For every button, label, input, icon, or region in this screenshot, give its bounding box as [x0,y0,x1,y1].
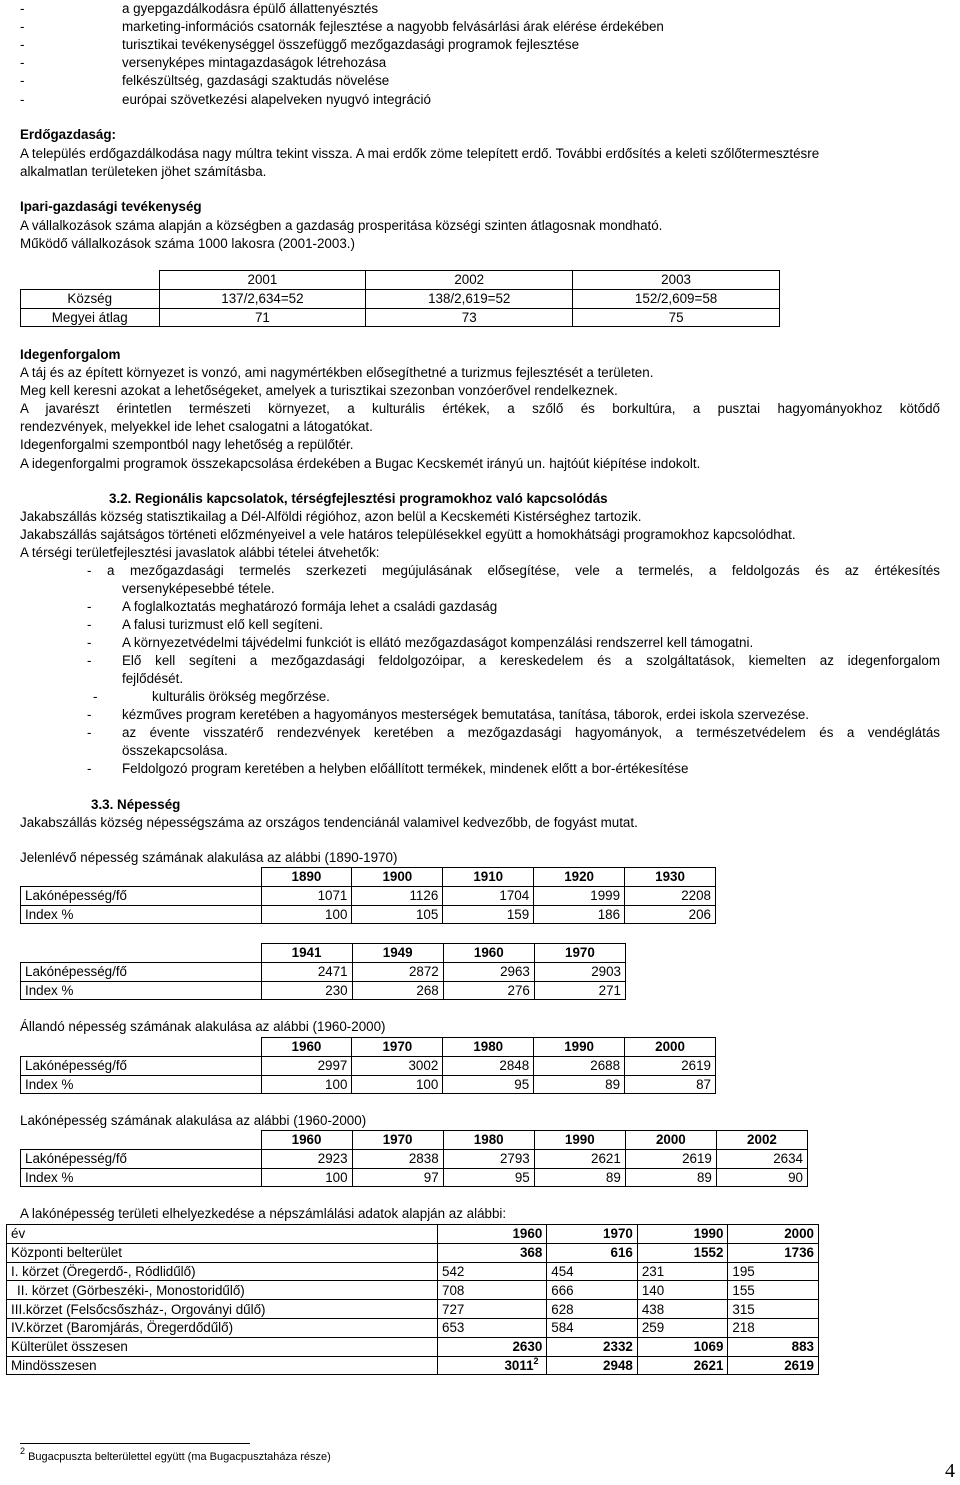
table-header: 2000 [728,1225,819,1244]
table-cell: 152/2,609=58 [573,289,780,308]
table-cell: 2630 [438,1337,547,1356]
table-row [7,1356,819,1375]
table-cell: 100 [261,1075,352,1094]
table-cell: 368 [438,1243,547,1262]
table-cell: Lakónépesség/fő [21,1149,262,1168]
table-cell: 628 [547,1300,638,1319]
tourism-text: A javarészt érintetlen természeti környezet, a kulturális értékek, a szőlő és borkultúra, a pusztai hagyományokhoz kötődő [20,401,940,416]
table-row [7,1262,819,1281]
present-population-title: Jelenlévő népesség számának alakulása az alábbi (1890-1970) [20,850,398,865]
list-item: felkészültség, gazdasági szaktudás növelése [122,73,390,88]
table-cell: Mindösszesen [7,1356,438,1375]
table-cell: 87 [625,1075,716,1094]
table-cell: 206 [625,905,716,924]
table-cell: 3002 [352,1056,443,1075]
industry-text-2: Működő vállalkozások száma 1000 lakosra (2001-2003.) [20,236,355,251]
table-cell: 2621 [637,1356,728,1375]
table-cell: 2621 [534,1149,625,1168]
table-header: 2001 [159,271,366,290]
table-cell: 1552 [637,1243,728,1262]
table-row [7,1281,819,1300]
table-cell: 231 [637,1262,728,1281]
table-cell: 883 [728,1337,819,1356]
table-cell [21,868,262,887]
list-item-text: Feldolgozó program keretében a helyben előállított termékek, mindenek előtt a bor-értékesítése [122,761,689,776]
table-cell: 1704 [443,886,534,905]
table-cell: 438 [637,1300,728,1319]
table-header: 1920 [534,868,625,887]
table-row [7,1243,819,1262]
list-dash: - [87,707,92,722]
list-dash: - [87,563,107,578]
table-cell [21,944,262,963]
table-header: 1910 [443,868,534,887]
list-dash: - [93,689,98,704]
regional-text: A térségi területfejlesztési javaslatok alábbi tételei átvehetők: [20,545,380,560]
table-row [21,1131,808,1150]
table-cell: 137/2,634=52 [159,289,366,308]
population-heading: 3.3. Népesség [91,797,181,812]
table-cell: 2332 [547,1337,638,1356]
table-cell: II. körzet (Görbeszéki-, Monostoridűlő) [7,1281,438,1300]
table-header: 1949 [352,944,443,963]
list-item-text: kézműves program keretében a hagyományos mesterségek bemutatása, tanítása, táborok, erdei iskola szervezése. [122,707,809,722]
table-cell: 315 [728,1300,819,1319]
table-row [21,886,716,905]
table-cell: 2688 [534,1056,625,1075]
table-cell: Központi belterület [7,1243,438,1262]
table-row [21,1168,808,1187]
table-cell: 195 [728,1262,819,1281]
footnote-mark: 2 [20,1446,26,1457]
regional-text: Jakabszállás sajátságos történeti előzményeivel a vele határos településekkel együtt a homokhátsági programokhoz kapcsolódhat. [20,527,796,542]
business-table [20,270,780,327]
table-cell: 75 [573,308,780,327]
table-row [21,868,716,887]
table-row [7,1318,819,1337]
table-cell: 230 [261,981,352,1000]
table-row [21,271,780,290]
table-cell: 2997 [261,1056,352,1075]
table-cell: 2619 [728,1356,819,1375]
table-cell: 2471 [261,962,352,981]
regional-heading: 3.2. Regionális kapcsolatok, térségfejlesztési programokhoz való kapcsolódás [109,491,608,506]
table-cell: 2619 [625,1056,716,1075]
table-header: 2002 [716,1131,807,1150]
present-population-table-1 [20,867,716,924]
cell-value: 3011 [504,1357,534,1373]
table-cell: 140 [637,1281,728,1300]
table-header: 1960 [261,1131,352,1150]
table-cell: 2903 [534,962,625,981]
table-header: 1980 [443,1131,534,1150]
table-header: 1980 [443,1038,534,1057]
tourism-text: Meg kell keresni azokat a lehetőségeket, amelyek a turisztikai szezonban vonzóerővel rendelkeznek. [20,383,618,398]
table-cell: 2948 [547,1356,638,1375]
table-cell: 2619 [625,1149,716,1168]
tourism-heading: Idegenforgalom [20,347,121,362]
table-cell: 584 [547,1318,638,1337]
table-cell: Külterület összesen [7,1337,438,1356]
resident-population-title: Lakónépesség számának alakulása az alábbi (1960-2000) [20,1113,367,1128]
table-cell [21,271,160,290]
table-header: 1960 [443,944,534,963]
table-cell: III.körzet (Felsőcsőszház-, Orgoványi dűlő) [7,1300,438,1319]
table-cell: 727 [438,1300,547,1319]
list-dash: - [87,653,92,668]
table-cell: 2872 [352,962,443,981]
table-cell: 1071 [261,886,352,905]
list-item-text: az évente visszatérő rendezvények keretében a mezőgazdasági hagyományok, a természetvédelem és a vendéglátás [122,725,940,740]
table-cell: 71 [159,308,366,327]
table-cell: 454 [547,1262,638,1281]
list-item-text: a mezőgazdasági termelés szerkezeti megújulásának elősegítése, vele a termelés, a feldolgozás és az értékesítés [106,563,940,578]
forestry-heading: Erdőgazdaság: [20,127,116,142]
tourism-text: Idegenforgalmi szempontból nagy lehetőség a repülőtér. [20,437,354,452]
table-row [21,962,626,981]
list-item-text: A környezetvédelmi tájvédelmi funkciót is ellátó mezőgazdaságot kompenzálási rendszerrel kell támogatni. [122,635,754,650]
table-row [21,1075,716,1094]
table-cell: 100 [261,1168,352,1187]
table-cell: 2208 [625,886,716,905]
table-cell: 155 [728,1281,819,1300]
table-cell: 2838 [352,1149,443,1168]
list-dash: - [20,1,25,16]
table-row [7,1225,819,1244]
table-cell: 1069 [637,1337,728,1356]
table-cell: 271 [534,981,625,1000]
list-dash: - [87,617,92,632]
table-cell: 89 [534,1075,625,1094]
table-cell [438,1356,547,1375]
table-header: 1960 [438,1225,547,1244]
table-cell [21,1131,262,1150]
table-header: 2000 [625,1131,716,1150]
table-cell: 2634 [716,1149,807,1168]
table-cell: 616 [547,1243,638,1262]
table-cell: 1999 [534,886,625,905]
table-cell: Lakónépesség/fő [21,886,262,905]
resident-population-table [20,1130,808,1187]
list-item-text: A foglalkoztatás meghatározó formája lehet a családi gazdaság [122,599,498,614]
table-row [21,1149,808,1168]
table-row [21,944,626,963]
footnote-separator [20,1443,250,1444]
tourism-text: A idegenforgalmi programok összekapcsolása érdekében a Bugac Kecskemét irányú un. hajtóút kiépítése indokolt. [20,456,701,471]
table-cell: 138/2,619=52 [366,289,573,308]
footnote-text: Bugacpuszta belterülettel együtt (ma Bugacpusztaháza része) [28,1451,331,1463]
table-cell: Index % [21,1168,262,1187]
list-dash: - [20,92,25,107]
territorial-population-table [6,1224,819,1375]
list-item: marketing-információs csatornák fejlesztése a nagyobb felvásárlási árak elérése érdekében [122,19,664,34]
table-row [21,308,780,327]
table-cell: Lakónépesség/fő [21,1056,262,1075]
table-row [7,1300,819,1319]
table-cell: 95 [443,1075,534,1094]
table-cell: Index % [21,981,262,1000]
list-item-text: Elő kell segíteni a mezőgazdasági feldolgozóipar, a kereskedelem és a szolgáltatások, kiemelten az idegenforgalom [122,653,940,668]
population-intro: Jakabszállás község népességszáma az országos tendenciánál valamivel kedvezőbb, de fogyást mutat. [20,815,638,830]
table-cell: 105 [352,905,443,924]
table-cell [21,1038,262,1057]
list-item-text: összekapcsolása. [122,743,228,758]
table-cell: I. körzet (Öregerdő-, Ródlidűlő) [7,1262,438,1281]
footnote-ref: 2 [533,1355,539,1366]
table-header: 1990 [534,1131,625,1150]
table-cell: 186 [534,905,625,924]
present-population-table-2 [20,943,626,1000]
list-item-text: A falusi turizmust elő kell segíteni. [122,617,323,632]
table-cell: 2848 [443,1056,534,1075]
industry-text-1: A vállalkozások száma alapján a községben a gazdaság prosperitása községi szinten átlagosnak mondható. [20,218,663,233]
table-cell: 1126 [352,886,443,905]
list-item: európai szövetkezési alapelveken nyugvó integráció [122,92,431,107]
table-cell: 90 [716,1168,807,1187]
list-dash: - [87,761,92,776]
table-row [7,1337,819,1356]
table-cell: 89 [625,1168,716,1187]
table-header: 1970 [352,1131,443,1150]
regional-text: Jakabszállás község statisztikailag a Dél-Alföldi régióhoz, azon belül a Kecskeméti Kistérséghez tartozik. [20,509,642,524]
table-row [21,1038,716,1057]
table-header: 1900 [352,868,443,887]
table-cell: 218 [728,1318,819,1337]
table-cell: 89 [534,1168,625,1187]
table-cell: 159 [443,905,534,924]
table-cell: 97 [352,1168,443,1187]
table-cell: 100 [352,1075,443,1094]
table-row [21,1056,716,1075]
table-cell: 653 [438,1318,547,1337]
table-cell: Index % [21,1075,262,1094]
list-item: a gyepgazdálkodásra épülő állattenyésztés [122,1,379,16]
table-cell: Község [21,289,160,308]
list-dash: - [87,635,92,650]
table-cell: 259 [637,1318,728,1337]
list-dash: - [20,37,25,52]
tourism-text: A táj és az épített környezet is vonzó, ami nagymértékben elősegíthetné a turizmus fejlesztését a területen. [20,365,654,380]
table-cell: IV.körzet (Baromjárás, Öregerdődűlő) [7,1318,438,1337]
list-dash: - [20,19,25,34]
list-dash: - [87,725,92,740]
table-header: 2002 [366,271,573,290]
table-header: 1990 [534,1038,625,1057]
table-cell: Lakónépesség/fő [21,962,262,981]
table-cell: 1736 [728,1243,819,1262]
list-item: turisztikai tevékenységgel összefüggő mezőgazdasági programok fejlesztése [122,37,580,52]
forestry-text-2: alkalmatlan területeken jöhet számításba. [20,164,267,179]
footnote [20,1446,331,1464]
table-header: 1970 [534,944,625,963]
territorial-title: A lakónépesség területi elhelyezkedése a népszámlálási adatok alapján az alábbi: [20,1206,507,1221]
table-header: 1970 [547,1225,638,1244]
table-header: 1960 [261,1038,352,1057]
table-cell: 2963 [443,962,534,981]
table-cell: év [7,1225,438,1244]
table-header: 1930 [625,868,716,887]
list-item [87,562,940,580]
table-cell: 100 [261,905,352,924]
list-item-text: kulturális örökség megőrzése. [152,689,330,704]
list-item-text: fejlődését. [122,671,184,686]
table-cell: 708 [438,1281,547,1300]
tourism-text: rendezvények, melyekkel ide lehet csalogatni a látogatókat. [20,419,373,434]
table-header: 1970 [352,1038,443,1057]
table-header: 1890 [261,868,352,887]
table-cell: 666 [547,1281,638,1300]
table-row [21,905,716,924]
table-header: 1990 [637,1225,728,1244]
table-header: 2003 [573,271,780,290]
forestry-text-1: A település erdőgazdálkodása nagy múltra tekint vissza. A mai erdők zöme telepített erdő. További erdősítés a keleti szőlőtermesztésre [20,146,820,161]
list-item: versenyképes mintagazdaságok létrehozása [122,55,387,70]
table-cell: 2923 [261,1149,352,1168]
list-dash: - [20,73,25,88]
table-cell: 95 [443,1168,534,1187]
table-cell: Index % [21,905,262,924]
table-cell: 268 [352,981,443,1000]
table-cell: Megyei átlag [21,308,160,327]
table-header: 1941 [261,944,352,963]
list-dash: - [87,599,92,614]
list-item-text: versenyképesebbé tétele. [122,581,275,596]
page-number: 4 [945,1460,955,1482]
permanent-population-table [20,1037,716,1094]
table-cell: 276 [443,981,534,1000]
permanent-population-title: Állandó népesség számának alakulása az alábbi (1960-2000) [20,1019,386,1034]
table-cell: 542 [438,1262,547,1281]
table-row [21,981,626,1000]
table-row [21,289,780,308]
list-dash: - [20,55,25,70]
industry-heading: Ipari-gazdasági tevékenység [20,199,202,214]
table-cell: 73 [366,308,573,327]
table-header: 2000 [625,1038,716,1057]
table-cell: 2793 [443,1149,534,1168]
